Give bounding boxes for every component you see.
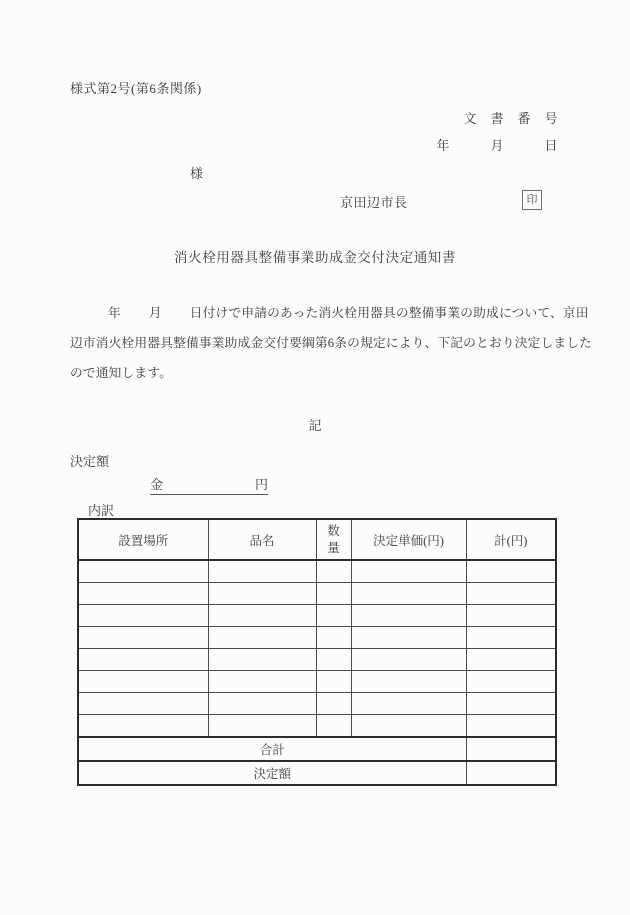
breakdown-table-wrapper xyxy=(77,518,555,786)
column-header-item-name: 品名 xyxy=(208,519,316,560)
cell-unit-price[interactable] xyxy=(351,627,466,649)
body-year-label: 年 xyxy=(108,306,121,320)
column-header-total: 計(円) xyxy=(466,519,556,560)
body-paragraph xyxy=(70,298,593,388)
cell-location[interactable] xyxy=(78,560,208,583)
cell-item-name[interactable] xyxy=(208,671,316,693)
quantity-header-stack xyxy=(327,523,340,557)
cell-quantity[interactable] xyxy=(316,605,351,627)
table-row[interactable] xyxy=(78,649,556,671)
table-decided-amount-row xyxy=(78,761,556,785)
table-row[interactable] xyxy=(78,693,556,715)
cell-total[interactable] xyxy=(466,583,556,605)
cell-item-name[interactable] xyxy=(208,715,316,738)
cell-location[interactable] xyxy=(78,605,208,627)
cell-location[interactable] xyxy=(78,649,208,671)
body-line-1 xyxy=(70,298,589,328)
cell-unit-price[interactable] xyxy=(351,693,466,715)
column-header-unit-price: 決定単価(円) xyxy=(351,519,466,560)
table-total-row xyxy=(78,737,556,761)
table-row[interactable] xyxy=(78,627,556,649)
addressee-suffix: 様 xyxy=(190,166,204,181)
cell-quantity[interactable] xyxy=(316,560,351,583)
cell-item-name[interactable] xyxy=(208,583,316,605)
column-header-quantity xyxy=(316,519,351,560)
seal-stamp-box: 印 xyxy=(522,190,542,210)
table-row[interactable] xyxy=(78,583,556,605)
cell-quantity[interactable] xyxy=(316,627,351,649)
body-month-label: 月 xyxy=(148,306,162,320)
cell-quantity[interactable] xyxy=(316,671,351,693)
cell-quantity[interactable] xyxy=(316,583,351,605)
cell-item-name[interactable] xyxy=(208,627,316,649)
amount-suffix-yen: 円 xyxy=(254,477,268,492)
document-title: 消火栓用器具整備事業助成金交付決定通知書 xyxy=(174,250,456,265)
table-body xyxy=(78,560,556,785)
total-label: 合計 xyxy=(78,737,466,761)
table-row[interactable] xyxy=(78,715,556,738)
breakdown-label: 内訳 xyxy=(88,503,115,518)
cell-total[interactable] xyxy=(466,605,556,627)
cell-unit-price[interactable] xyxy=(351,605,466,627)
total-value[interactable] xyxy=(466,737,556,761)
cell-item-name[interactable] xyxy=(208,560,316,583)
ki-marker: 記 xyxy=(308,418,322,433)
cell-unit-price[interactable] xyxy=(351,715,466,738)
issuer-row xyxy=(0,192,630,214)
body-line-2: 辺市消火栓用器具整備事業助成金交付要綱第6条の規定により、下記のとおり決定しました xyxy=(70,336,593,350)
cell-location[interactable] xyxy=(78,671,208,693)
body-line-1-text: 日付けで申請のあった消火栓用器具の整備事業の助成について、京田 xyxy=(189,306,589,320)
table-row[interactable] xyxy=(78,671,556,693)
decided-amount-label: 決定額 xyxy=(70,454,110,469)
cell-quantity[interactable] xyxy=(316,715,351,738)
amount-entry-line xyxy=(150,474,268,495)
cell-total[interactable] xyxy=(466,715,556,738)
quantity-header-line1: 数 xyxy=(327,523,340,538)
amount-prefix-kanji: 金 xyxy=(150,477,164,492)
cell-total[interactable] xyxy=(466,671,556,693)
cell-item-name[interactable] xyxy=(208,649,316,671)
table-row[interactable] xyxy=(78,605,556,627)
cell-location[interactable] xyxy=(78,583,208,605)
issuer-name: 京田辺市長 xyxy=(340,195,408,210)
cell-unit-price[interactable] xyxy=(351,671,466,693)
body-line-3: ので通知します。 xyxy=(70,366,173,380)
cell-unit-price[interactable] xyxy=(351,649,466,671)
table-header-row xyxy=(78,519,556,560)
cell-unit-price[interactable] xyxy=(351,583,466,605)
form-number-label: 様式第2号(第6条関係) xyxy=(70,81,202,96)
cell-quantity[interactable] xyxy=(316,649,351,671)
quantity-header-line2: 量 xyxy=(327,540,340,555)
document-date-label: 年 月 日 xyxy=(436,138,558,153)
cell-item-name[interactable] xyxy=(208,693,316,715)
cell-item-name[interactable] xyxy=(208,605,316,627)
cell-location[interactable] xyxy=(78,715,208,738)
decided-amount-row-label: 決定額 xyxy=(78,761,466,785)
cell-location[interactable] xyxy=(78,693,208,715)
cell-total[interactable] xyxy=(466,693,556,715)
cell-total[interactable] xyxy=(466,627,556,649)
cell-total[interactable] xyxy=(466,560,556,583)
column-header-location: 設置場所 xyxy=(78,519,208,560)
cell-unit-price[interactable] xyxy=(351,560,466,583)
document-number-label: 文 書 番 号 xyxy=(463,111,558,126)
cell-location[interactable] xyxy=(78,627,208,649)
cell-total[interactable] xyxy=(466,649,556,671)
decided-amount-row-value[interactable] xyxy=(466,761,556,785)
cell-quantity[interactable] xyxy=(316,693,351,715)
breakdown-table xyxy=(77,518,557,786)
table-row[interactable] xyxy=(78,560,556,583)
